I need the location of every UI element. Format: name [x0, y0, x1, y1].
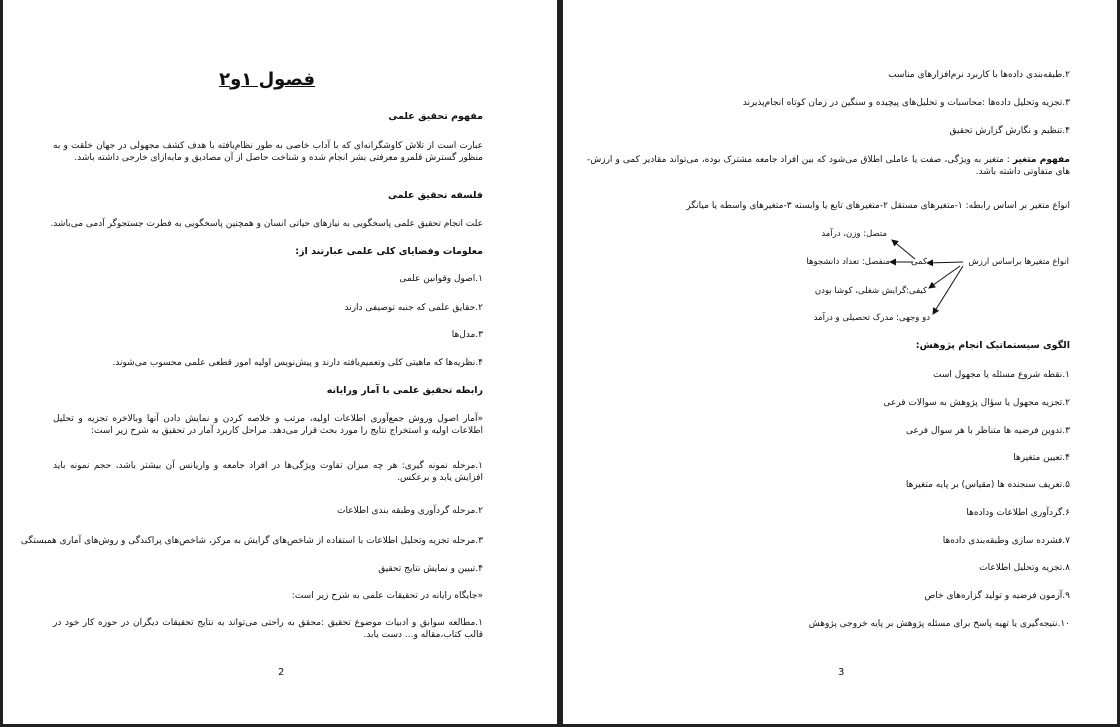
list-item: ۳.مرحله تجزیه وتحلیل اطلاعات با استفاده از شاخص‌های گرایش به مرکز، شاخص‌های پراکندگی و روش‌های آماری همبستگی [20, 536, 483, 546]
list-item: ۴.تعیین متغیرها [1013, 453, 1070, 463]
variable-definition-term: مفهوم متغیر [1012, 155, 1071, 165]
arrow-to-binary [933, 266, 963, 314]
diagram-binary-label: دو وجهی: مدرک تحصیلی و درآمد [813, 313, 930, 323]
list-item: ۲.مرحله گردآوری وطبقه بندی اطلاعات [336, 506, 483, 516]
heading-research-concept: مفهوم تحقیق علمی [388, 111, 483, 122]
list-item: ۱.نقطه شروع مسئله یا مجهول است [933, 370, 1070, 380]
list-item: ۶.گردآوری اطلاعات وداده‌ها [966, 508, 1070, 518]
page-right [563, 0, 1117, 724]
list-item: ۴.نظریه‌ها که ماهیتی کلی وتعمیم‌یافته دارند و پیش‌نویس اولیه امور قطعی علمی محسوب می‌شوند. [112, 358, 483, 368]
paragraph-research-definition: عبارت است از تلاش کاوشگرانه‌ای که با آداب خاصی به طور نظام‌یافته با هدف کشف مجهولی در جهان خلقت و به منظور گسترش قلمرو معرفتی بشر انجام شده و شناخت حاصل از آن مصادیق و مابه‌ازای خارجی داشته باشد. [53, 141, 483, 163]
list-item: ۲.حقایق علمی که جنبه توصیفی دارند [344, 303, 483, 313]
list-item: ۲.تجزیه مجهول یا سؤال پژوهش به سوالات فرعی [883, 398, 1070, 408]
paragraph-computer-role: «جایگاه رایانه در تحقیقات علمی به شرح زیر است: [291, 591, 483, 601]
list-item: ۱.اصول وقوانین علمی [399, 274, 483, 284]
list-item: ۸.تجزیه وتحلیل اطلاعات [979, 563, 1070, 573]
diagram-discrete-label: منفصل: تعداد دانشجوها [806, 257, 890, 267]
variable-definition-text: : متغیر به ویژگی، صفت یا عاملی اطلاق می‌شود که بین افراد جامعه مشترک بوده، می‌تواند مقادیر کمی و ارزش-های متفاوتی داشته باشد. [587, 155, 1070, 177]
list-item: ۵.تعریف سنجنده ها (مقیاس) بر پایه متغیرها [905, 480, 1070, 490]
list-item: ۴.تنظیم و نگارش گزارش تحقیق [949, 126, 1070, 136]
variable-diagram-arrows [563, 0, 1117, 330]
list-item: ۲.طبقه‌بندی داده‌ها با کاربرد نرم‌افزارهای مناسب [888, 70, 1070, 80]
page-number: 3 [838, 667, 845, 678]
page-number: 2 [278, 667, 285, 678]
paragraph-sampling: ۱.مرحله نمونه گیری: هر چه میزان تفاوت ویژگی‌ها در افراد جامعه و واریانس آن بیشتر باشد، حجم نمونه باید افزایش یابد و برعکس. [53, 461, 483, 483]
diagram-qualitative-label: کیفی:گرایش شغلی، کوشا بودن [814, 286, 927, 296]
list-item: ۷.فشرده سازی وطبقه‌بندی داده‌ها [942, 536, 1070, 546]
paragraph-literature-review: ۱.مطالعه سوابق و ادبیات موضوع تحقیق :محقق به راحتی می‌تواند به نتایج تحقیقات دیگران در حوزه کار خود در قالب کتاب،مقاله و... دست یابد. [53, 618, 483, 640]
diagram-continuous-label: متصل: وزن، درآمد [821, 229, 887, 239]
list-item: ۹.آزمون فرضیه و تولید گزاره‌های خاص [924, 591, 1070, 601]
list-item: ۴.تبیین و نمایش نتایج تحقیق [378, 564, 483, 574]
list-item: ۳.تجزیه وتحلیل داده‌ها :محاسبات و تحلیل‌های پیچیده و سنگین در زمان کوتاه انجام‌پذیرند [742, 98, 1070, 108]
paragraph-variable-relation-types: انواع متغیر بر اساس رابطه: ۱-متغیرهای مستقل ۲-متغیرهای تابع یا وابسته ۳-متغیرهای واسطه یا میانگر [686, 201, 1070, 211]
arrow-to-quantitative [927, 262, 963, 263]
paragraph-research-philosophy: علت انجام تحقیق علمی پاسخگویی به نیازهای حیاتی انسان و همچنین پاسخگویی به فطرت جستجوگر آدمی می‌باشد. [50, 219, 483, 229]
list-item: ۳.مدل‌ها [451, 330, 483, 340]
list-item: ۱۰.نتیجه‌گیری یا تهیه پاسخ برای مسئله پژوهش بر پایه خروجی پژوهش [808, 619, 1070, 629]
heading-systematic-model: الگوی سیستماتیک انجام پژوهش: [915, 340, 1070, 351]
paragraph-statistics: «آمار اصول وروش جمع‌آوری اطلاعات اولیه، مرتب و خلاصه کردن و نمایش دادن آنها وبالاخره تجزیه و تحلیل اطلاعات اولیه و استخراج نتایج را مورد بحث قرار می‌دهد. مراحل کاربرد آمار در تحقیق به شرح زیر است: [53, 414, 483, 436]
arrow-to-qualitative [929, 266, 960, 288]
heading-research-philosophy: فلسفه تحقیق علمی [387, 190, 483, 201]
page-left [3, 0, 557, 724]
diagram-root-label: انواع متغیرها براساس ارزش [968, 257, 1069, 267]
chapter-title: فصول ۱و۲ [219, 69, 315, 90]
heading-scientific-knowledge: معلومات وفضایای کلی علمی عبارتند از: [295, 246, 483, 257]
heading-statistics-computer: رابطه تحقیق علمی با آمار ورایانه [326, 385, 483, 396]
diagram-quantitative-label: کمی [910, 257, 927, 267]
list-item: ۳.تدوین فرضیه ها متناظر با هر سوال فرعی [905, 426, 1070, 436]
